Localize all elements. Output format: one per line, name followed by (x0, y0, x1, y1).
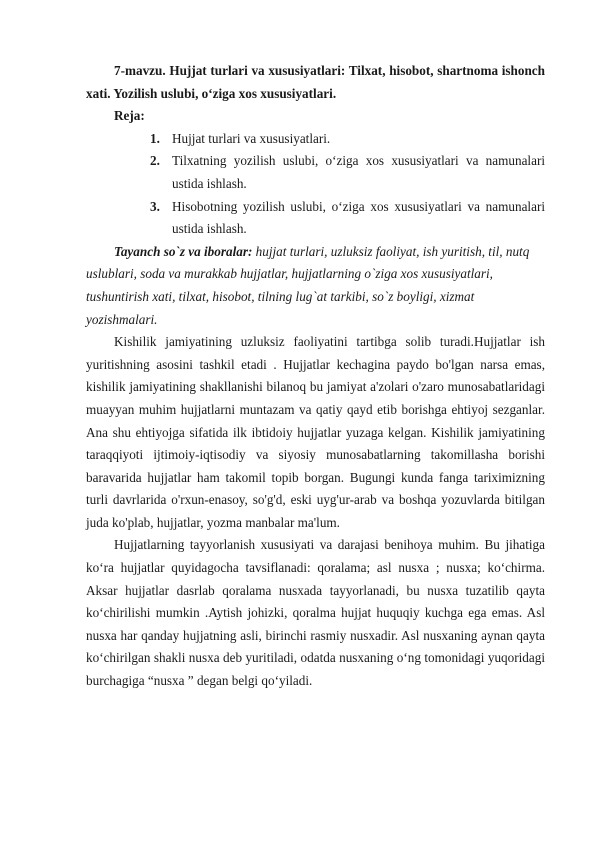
plan-list (86, 128, 545, 241)
document-page (86, 60, 545, 693)
plan-item (86, 150, 545, 195)
keywords-paragraph (86, 241, 545, 331)
plan-item-number: 1. (150, 130, 160, 146)
body-paragraph: Kishilik jamiyatining uzluksiz faoliyatini tartibga solib turadi.Hujjatlar ish yuritishning asosini tashkil etadi . Hujjatlar kechagina paydo bo'lgan narsa emas, kishilik jamiyatining shakllanishi bilanoq bu jamiyat a'zolari o'zaro munosabatlaridagi muayyan muhim hujjatlarni muntazam va qatiy qayd etib borishga ehtiyoj sezganlar. Ana shu ehtiyojga sifatida ilk ibtidoiy hujjatlar yuzaga kelgan. Kishilik jamiyatining taraqqiyoti ijtimoiy-iqtisodiy va siyosiy munosabatlarning takomillasha borishi baravarida hujjatlar ham takomil topib borgan. Bugungi kunda fanga tariximizning turli davrlarida o'rxun-enasoy, so'g'd, eski uyg'ur-arab va boshqa yozuvlarda bitilgan juda ko'plab, hujjatlar, yozma manbalar ma'lum. (86, 334, 545, 530)
plan-item-number: 2. (150, 153, 160, 169)
plan-item (86, 196, 545, 241)
plan-item (86, 128, 545, 151)
plan-label: Reja: (114, 108, 145, 124)
topic-title: 7-mavzu. Hujjat turlari va xususiyatlari: Tilxat, hisobot, shartnoma ishonch xati. Yozilish uslubi, o‘ziga xos xususiyatlari. (86, 63, 545, 101)
plan-item-text: Hujjat turlari va xususiyatlari. (172, 130, 331, 146)
plan-item-text: Tilxatning yozilish uslubi, o‘ziga xos xususiyatlari va namunalari ustida ishlash. (172, 153, 545, 191)
plan-item-number: 3. (150, 198, 160, 214)
body-paragraph: Hujjatlarning tayyorlanish xususiyati va darajasi benihoya muhim. Bu jihatiga ko‘ra hujjatlar quyidagocha tavsiflanadi: qoralama; asl nusxa ; nusxa; ko‘chirma. Aksar hujjatlar dasrlab qoralama nusxada tayyorlanadi, bu nusxa tuzatilib qayta ko‘chirilishi mumkin .Aytish johizki, qoralma hujjat huquqiy kuchga ega emas. Asl nusxa har qanday hujjatning asli, birinchi rasmiy nusxadir. Asl nusxaning aynan qayta ko‘chirilgan shakli nusxa deb yuritiladi, odatda nusxaning o‘ng tomonidagi yuqoridagi burchagiga “nusxa ” degan belgi qo‘yiladi. (86, 537, 545, 689)
keywords-label: Tayanch so`z va iboralar: (114, 243, 253, 259)
plan-item-text: Hisobotning yozilish uslubi, o‘ziga xos xususiyatlari va namunalari ustida ishlash. (172, 198, 545, 237)
keywords-text: hujjat turlari, uzluksiz faoliyat, ish yuritish, til, nutq uslublari, soda va murakkab hujjatlar, hujjatlarning o`ziga xos xususiyatlari, tushuntirish xati, tilxat, hisobot, tilning lug`at tarkibi, so`z boyligi, xizmat yozishmalari. (86, 243, 530, 327)
